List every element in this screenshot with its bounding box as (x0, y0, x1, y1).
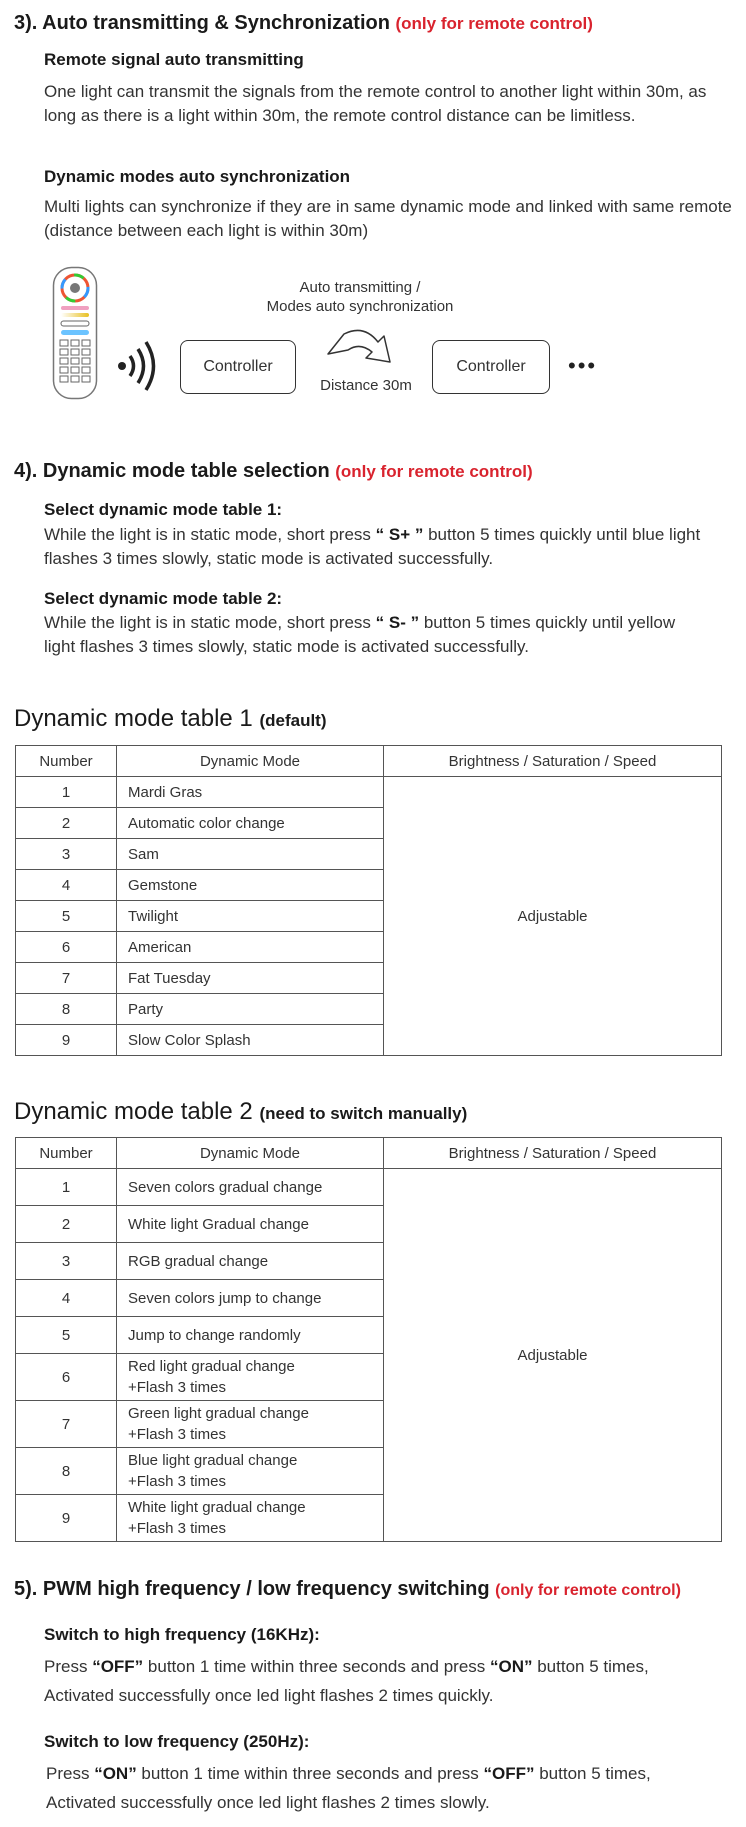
diagram-caption (230, 278, 490, 316)
button-name-on: “ON” (94, 1764, 137, 1783)
heading-note: (only for remote control) (395, 14, 593, 33)
cell-number: 6 (16, 932, 117, 963)
paragraph-line: Activated successfully once led light flashes 2 times slowly. (46, 1793, 490, 1812)
title-note: (need to switch manually) (259, 1104, 468, 1123)
cell-number: 7 (16, 963, 117, 994)
cell-number: 8 (16, 1448, 117, 1495)
button-name-off: “OFF” (92, 1657, 144, 1676)
cell-mode: RGB gradual change (117, 1243, 384, 1280)
cell-number: 7 (16, 1401, 117, 1448)
cell-mode: Mardi Gras (117, 777, 384, 808)
mode-line-2: +Flash 3 times (128, 1379, 226, 1396)
cell-number: 9 (16, 1495, 117, 1542)
header-brightness: Brightness / Saturation / Speed (384, 1138, 722, 1169)
cell-number: 3 (16, 839, 117, 870)
heading-note: (only for remote control) (335, 462, 533, 481)
table-row (16, 1169, 722, 1206)
table-1-title (14, 705, 327, 733)
cell-mode: Seven colors jump to change (117, 1280, 384, 1317)
subheading-dynamic-sync: Dynamic modes auto synchronization (44, 167, 351, 186)
header-number: Number (16, 746, 117, 777)
cell-number: 2 (16, 1206, 117, 1243)
subheading-high-frequency: Switch to high frequency (16KHz): (44, 1625, 320, 1644)
section-3-heading (14, 12, 593, 35)
section-5-heading (14, 1578, 681, 1601)
header-brightness: Brightness / Saturation / Speed (384, 746, 722, 777)
controller-box-2: Controller (432, 340, 550, 394)
cell-mode: White light Gradual change (117, 1206, 384, 1243)
mode-line-2: +Flash 3 times (128, 1473, 226, 1490)
table-2-title (14, 1098, 467, 1126)
title-text: Dynamic mode table 1 (14, 705, 253, 732)
cell-number: 4 (16, 1280, 117, 1317)
subheading-low-frequency: Switch to low frequency (250Hz): (44, 1732, 310, 1751)
dynamic-mode-table-2 (15, 1137, 722, 1542)
cell-number: 1 (16, 1169, 117, 1206)
mode-line-1: Red light gradual change (128, 1358, 295, 1375)
cell-adjustable: Adjustable (384, 777, 722, 1056)
cell-mode: Fat Tuesday (117, 963, 384, 994)
mode-line-1: Blue light gradual change (128, 1452, 298, 1469)
paragraph-line: Activated successfully once led light flashes 2 times quickly. (44, 1686, 494, 1705)
heading-note: (only for remote control) (495, 1582, 681, 1599)
table-header-row (16, 746, 722, 777)
button-name-on: “ON” (490, 1657, 533, 1676)
header-dynamic-mode: Dynamic Mode (117, 746, 384, 777)
cell-mode: American (117, 932, 384, 963)
mode-line-1: Green light gradual change (128, 1405, 309, 1422)
cell-mode: Gemstone (117, 870, 384, 901)
text-part: While the light is in static mode, short press (44, 525, 376, 544)
paragraph-dynamic-sync: Multi lights can synchronize if they are in same dynamic mode and linked with same remote (distance between each light is within 30m) (44, 197, 732, 240)
subheading-table-1: Select dynamic mode table 1: (44, 500, 283, 519)
title-text: Dynamic mode table 2 (14, 1098, 253, 1125)
paragraph-remote-signal: One light can transmit the signals from the remote control to another light within 30m, as long as there is a light within 30m, the remote control distance can be limitless. (44, 82, 707, 125)
cell-mode (117, 1401, 384, 1448)
button-name-off: “OFF” (483, 1764, 535, 1783)
heading-text: 5). PWM high frequency / low frequency switching (14, 1578, 490, 1600)
heading-text: 4). Dynamic mode table selection (14, 460, 330, 482)
ellipsis-dots: ••• (568, 353, 598, 378)
title-note: (default) (259, 711, 327, 730)
paragraph-high-frequency (44, 1652, 734, 1710)
cell-mode: Sam (117, 839, 384, 870)
cell-mode: Slow Color Splash (117, 1025, 384, 1056)
cell-number: 5 (16, 901, 117, 932)
button-name-s-plus: “ S+ ” (375, 525, 424, 544)
paragraph-table-2 (44, 611, 704, 659)
section-4-heading (14, 460, 533, 483)
cell-number: 8 (16, 994, 117, 1025)
mode-line-1: White light gradual change (128, 1499, 306, 1516)
paragraph-table-1 (44, 523, 704, 571)
cell-number: 4 (16, 870, 117, 901)
cell-number: 3 (16, 1243, 117, 1280)
cell-adjustable: Adjustable (384, 1169, 722, 1542)
cell-mode (117, 1448, 384, 1495)
mode-line-2: +Flash 3 times (128, 1520, 226, 1537)
dynamic-mode-table-1 (15, 745, 722, 1056)
remote-control-icon (52, 266, 98, 400)
controller-box-1: Controller (180, 340, 296, 394)
cell-mode: Party (117, 994, 384, 1025)
caption-line-1: Auto transmitting / (299, 279, 421, 296)
text-part: button 5 times, (532, 1657, 649, 1676)
table-row (16, 777, 722, 808)
curved-arrow-icon (324, 324, 400, 366)
mode-line-2: +Flash 3 times (128, 1426, 226, 1443)
cell-mode: Twilight (117, 901, 384, 932)
text-part: Press (44, 1657, 93, 1676)
text-part: button 1 time within three seconds and press (136, 1764, 484, 1783)
subheading-table-2: Select dynamic mode table 2: (44, 589, 283, 608)
caption-line-2: Modes auto synchronization (266, 298, 454, 315)
distance-label: Distance 30m (320, 377, 412, 394)
button-name-s-minus: “ S- ” (375, 613, 420, 632)
cell-number: 5 (16, 1317, 117, 1354)
text-part: button 5 times quickly until blue light flashes 3 times slowly, static mode is activated successfully. (44, 525, 701, 568)
text-part: button 1 time within three seconds and press (143, 1657, 490, 1676)
cell-number: 9 (16, 1025, 117, 1056)
heading-text: 3). Auto transmitting & Synchronization (14, 12, 390, 34)
table-header-row (16, 1138, 722, 1169)
cell-mode: Automatic color change (117, 808, 384, 839)
cell-mode: Jump to change randomly (117, 1317, 384, 1354)
text-part: While the light is in static mode, short press (44, 613, 376, 632)
cell-mode: Seven colors gradual change (117, 1169, 384, 1206)
header-dynamic-mode: Dynamic Mode (117, 1138, 384, 1169)
text-part: button 5 times, (534, 1764, 651, 1783)
header-number: Number (16, 1138, 117, 1169)
cell-number: 1 (16, 777, 117, 808)
cell-mode (117, 1495, 384, 1542)
paragraph-line (44, 1652, 734, 1681)
subheading-remote-signal: Remote signal auto transmitting (44, 50, 304, 69)
text-part: Press (46, 1764, 95, 1783)
cell-number: 6 (16, 1354, 117, 1401)
paragraph-line (46, 1759, 736, 1788)
wireless-signal-icon (116, 340, 160, 392)
paragraph-low-frequency (46, 1759, 736, 1817)
cell-number: 2 (16, 808, 117, 839)
text-part: button 5 times quickly until yellow light flashes 3 times slowly, static mode is activated successfully. (44, 613, 676, 656)
cell-mode (117, 1354, 384, 1401)
